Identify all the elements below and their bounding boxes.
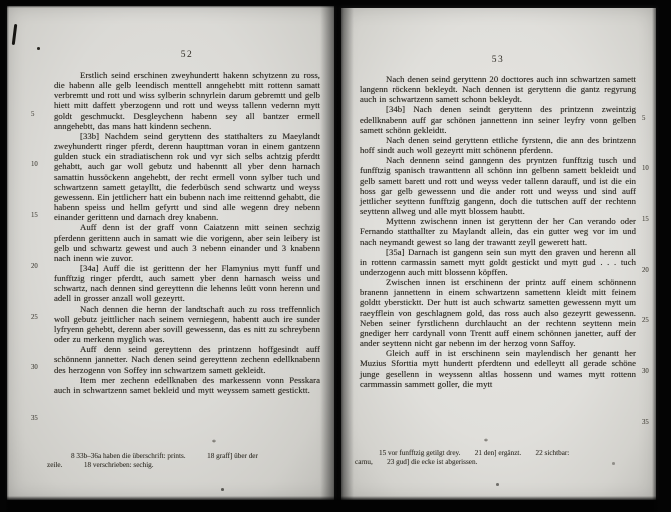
paragraph: [33b] Nachdem seind geryttenn des statthalters zu Maeylandt zweyhundertt ringer pferdt, derenn haupttman voran in einem gantzenn gulden stuck ein stradiatischenn rok und vyr sich selbs achtzig pferdtt gehabtt, auch gar woll gebutz und habenntt all yber denn harnach samattin hussöckenn angehebtt, der recht ermell vonn sylber tuch und schwartzenn samett getaylltt, die federbüsch send schwartz und weyss gewessenn. Ein jettlicherr hatt ein bubenn nach ime reittennd gehabtt, die habenn speiss und hellm gefyrtt und sind alle wegenn drey nebenn einander gerittenn und darnach drey knabenn. xyxy=(54,130,320,223)
paragraph: Auff denn seind gereyttenn des printzenn hoffgesindt auff schönnenn jannetter. Nach denen seind gereyttenn zechenn edellknabenn des herzogenn von Soffey inn schwartzem samett gekleidt. xyxy=(54,344,320,375)
margin-line-number: 25 xyxy=(31,314,38,321)
footnote-line: carnu, 23 gud] die ecke ist abgerissen. xyxy=(355,458,478,466)
paragraph: Item mer zechenn edellknaben des markessenn vonn Pesskara auch in schwartzenn samet bekleid und mytt weyssem samett gesticktt. xyxy=(54,374,320,395)
margin-line-number: 10 xyxy=(642,165,649,172)
margin-line-number: 10 xyxy=(31,161,38,168)
margin-line-number: 35 xyxy=(31,415,38,422)
paragraph: Gleich auff in ist erschinenn sein maylendisch her genantt her Muzius Sforttia mytt hundertt pferdtenn und edelleytt all gerade schöne junge gesellenn in weyssenn altlas hossenn und wames mytt rottenn carmmassin sammett goller, die mytt xyxy=(360,348,636,389)
paragraph: Nach denen seind geryttenn 20 docttores auch inn schwartzen samett langenn röckenn bekleydt. Nach dennen ist geryttenn die gantz regyrung auch in schwartzenn samett schonn bekleydt. xyxy=(360,74,636,105)
margin-line-number: 20 xyxy=(31,263,38,270)
margin-line-number: 15 xyxy=(31,212,38,219)
paragraph: Auff denn ist der graff vonn Caiatzenn mitt seinen sechzig pferdenn gerittenn auch in samatt wie die vorigenn, aber sein leibery ist gelb und schwartz gewest und auch 3 nebenn einander und 3 knabenn nach inenn wie zuvor. xyxy=(54,222,320,263)
margin-line-number: 30 xyxy=(31,364,38,371)
paragraph: [34b] Nach denen seindt geryttenn des printzenn zweintzig edellknabenn auff gar schönen jannettenn inn seiner leyfry vonn gelben samett schönn gekleidtt. xyxy=(360,104,636,135)
page-number-left: 52 xyxy=(180,50,194,60)
page-right xyxy=(341,8,656,500)
footnote-separator: * xyxy=(212,438,216,447)
paragraph: Nach dennenn seind ganngenn des pryntzen funfftzig tusch und funfftzig spanisch trawanttenn all schönn inn gelbenn samett bekleidt und gelb samett barett und rott und weyss veder tallenn darauff, und ist die ein hoss gar gelb gewessenn und die ander rott und weyss und sind auff jettlicher seyttenn funfftzig gangenn, doch die tuttschen auff der rechtenn seyttenn allweg und alle mytt blossem haubtt. xyxy=(360,155,636,217)
margin-line-number: 5 xyxy=(642,115,646,122)
margin-line-number: 15 xyxy=(642,216,649,223)
left-footnotes xyxy=(47,452,321,470)
paragraph: Nach denen seind geryttenn ettliche fyrstenn, die ann des brintzenn hoff sindt auch woll gezeyrtt mitt schönenn pferdenn. xyxy=(360,134,636,156)
paragraph: [34a] Auff die ist gerittenn der her Flamynius mytt funff und funfftzig ringer pferdtt, auch samett yber denn harnasch weiss und schwartz, nach dennen sind gereyttenn die lehenns leütt vonn herenn und adell in grosser anzall woll gezeyrtt. xyxy=(54,262,320,304)
page-number-right: 53 xyxy=(491,55,505,65)
paragraph: Zwischen innen ist erschinenn der printz auff einem schönnenn branenn jannettenn in einem schwartzenn samettenn kleidt mitt feinem goldtt ybersticktt. Der hutt ist auch schwartz sametten gewessenn mytt um raeyfflein von geschlagnem gold, das ross auch also gezeyrtt gewessenn. Neben seiner fyrstlichenn durchlaucht an der rechtenn seyttenn mein gnediger herr cardynall vonn Trentt auff einem schönnen janetter, auff der ander seyttenn nicht gar nebenn im der herzog vonn Saffoy. xyxy=(360,277,636,349)
footnote-line: 8 33b–36a haben die überschrift: prints. 18 graff] über der xyxy=(71,452,258,460)
left-text-column xyxy=(54,70,320,395)
paragraph: Nach dennen die hernn der landtschaft auch zu ross treffennlich woll gebutz jeittlicher nach seinem verniegenn, habentt auch ire sunder lyfryenn gehebtt, derenn aber sovill gewessenn, das es nitt zu schreybenn oder zu merkenn myglich was. xyxy=(54,303,320,345)
right-footnotes xyxy=(355,449,637,467)
margin-line-number: 25 xyxy=(642,317,649,324)
right-text-column xyxy=(360,74,636,389)
paragraph: Erstlich seind erschinen zweyhundertt hakenn schytzenn zu ross, die habenn alle gelb leendisch menttell anngehebtt mitt rottenn samatt verbremtt und rott und wiss sylberin schnyrlein darum gebremtt und gelb hiett mitt daffett yberzogenn und rott und weyss tallenn vedernn mytt goldt geschmuckt. Desgleychenn habenn sey all bantzer ermell anngehebtt, das mans hatt kindenn sechenn. xyxy=(54,70,320,131)
margin-line-number: 20 xyxy=(642,267,649,274)
footnote-separator: * xyxy=(484,437,488,446)
paragraph: Myttenn zwischenn innen ist geryttenn der her Can verando oder Fernando statthallter zu Maylandt allein, das ein gutter weg vor im und nach neymandt gewest so lang der trawantt zeyll gewerett hatt. xyxy=(360,216,636,247)
footnote-line: 15 vor funfftzig getilgt drey. 21 den] ergänzt. 22 sichtbar: xyxy=(379,449,570,457)
paragraph: [35a] Darnach ist gangenn sein sun mytt den graven und herenn all in rottenn carmassin samett mytt goldt gestickt und mytt gud . . . tuch underzogenn auch mitt blossenn köpffen. xyxy=(360,246,636,277)
page-left xyxy=(7,6,334,500)
margin-line-number: 30 xyxy=(642,368,649,375)
margin-line-number: 5 xyxy=(31,111,35,118)
margin-line-number: 35 xyxy=(642,419,649,426)
footnote-line: zeile. 18 verschrieben: sechig. xyxy=(47,461,154,469)
